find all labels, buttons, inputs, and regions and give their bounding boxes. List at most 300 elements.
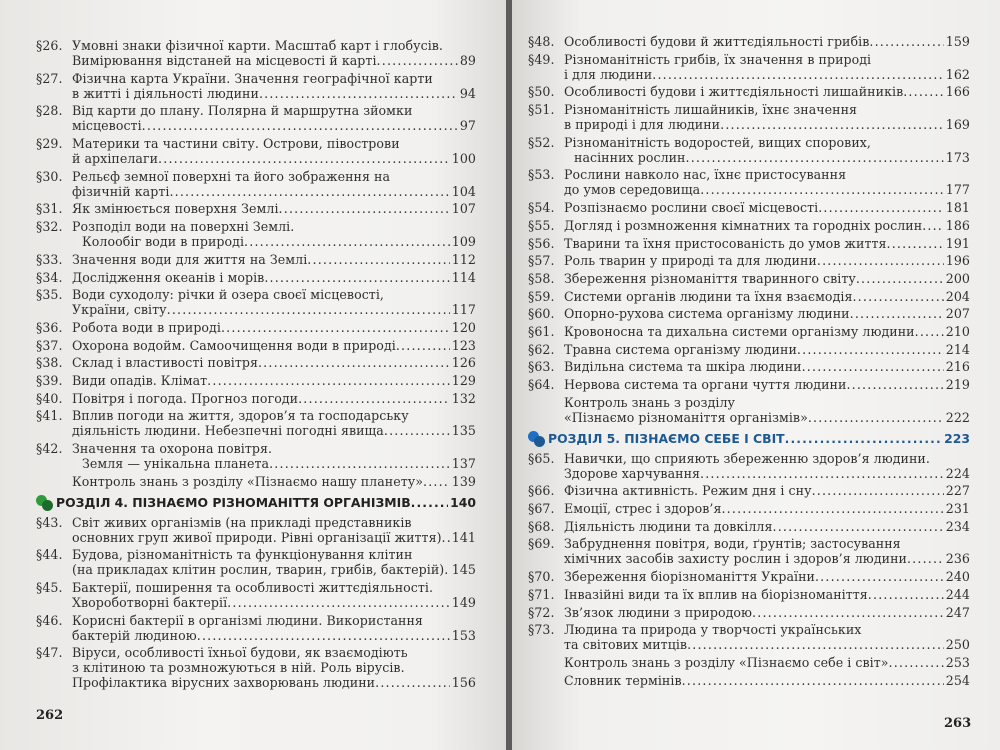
toc-entry: [528, 673, 970, 688]
dot-leader: [869, 34, 943, 49]
entry-body: [564, 218, 970, 233]
entry-body: [72, 355, 476, 370]
entry-page-number: 236: [945, 551, 970, 567]
entry-page-number: 204: [945, 288, 970, 304]
toc-entry: [528, 536, 970, 566]
entry-title-line: Види опадів. Клімат: [72, 372, 208, 388]
entry-page-number: 120: [451, 319, 476, 335]
entry-line: [564, 67, 970, 82]
paragraph-number: §45.: [36, 580, 63, 596]
toc-entry: [528, 587, 970, 602]
entry-body: [72, 287, 476, 317]
entry-title-line: Навички, що сприяють збереженню здоров’я людини.: [564, 450, 930, 466]
entry-body: [564, 342, 970, 357]
entry-body: [72, 645, 476, 690]
paragraph-number: §34.: [36, 269, 63, 285]
entry-title-line: основних груп живої природи. Рівні організації життя): [72, 529, 442, 545]
entry-line: [564, 605, 970, 620]
section-heading: [34, 495, 476, 511]
dot-leader: [207, 373, 450, 388]
toc-entry: [528, 34, 970, 49]
entry-page-number: 191: [945, 235, 970, 251]
entry-title-line: в природі і для людини: [564, 117, 721, 133]
entry-page-number: 141: [451, 529, 476, 545]
paragraph-number: §64.: [528, 377, 555, 392]
entry-title-line: Контроль знань з розділу «Пізнаємо нашу планету»: [72, 473, 423, 489]
entry-page-number: 123: [451, 337, 476, 353]
entry-title-line: Роль тварин у природі та для людини: [564, 253, 817, 269]
entry-title-line: Хвороботворні бактерії: [72, 595, 228, 611]
entry-line: [564, 536, 970, 551]
toc-entry: [528, 253, 970, 268]
paragraph-number: §31.: [36, 201, 63, 217]
entry-title-line: бактерій людиною: [72, 627, 197, 643]
entry-title-line: (на прикладах клітин рослин, тварин, грибів, бактерій): [72, 562, 445, 578]
entry-title-line: Профілактика вірусних захворювань людини: [72, 675, 376, 691]
dot-leader: [846, 377, 943, 392]
entry-title-line: Контроль знань з розділу: [564, 394, 735, 410]
entry-line: [72, 252, 476, 267]
entry-body: [72, 391, 476, 406]
entry-line: [72, 118, 476, 133]
toc-entry: [36, 338, 476, 353]
toc-entry: [36, 219, 476, 249]
entry-body: [72, 408, 476, 438]
entry-line: [72, 287, 476, 302]
entry-body: [72, 320, 476, 335]
entry-body: [72, 441, 476, 471]
entry-line: [564, 673, 970, 688]
entry-line: [564, 324, 970, 339]
entry-page-number: 234: [945, 518, 970, 534]
dot-leader: [197, 628, 450, 643]
section-marker-icon: [34, 495, 54, 511]
entry-page-number: 250: [945, 637, 970, 653]
entry-page-number: 247: [945, 604, 970, 620]
paragraph-number: §65.: [528, 450, 555, 466]
paragraph-number: §35.: [36, 287, 63, 303]
dot-leader: [375, 675, 450, 690]
entry-title-line: Нервова система та органи чуття людини: [564, 377, 847, 392]
entry-title-line: Діяльність людини та довкілля: [564, 518, 773, 534]
toc-entry: [528, 342, 970, 357]
entry-line: [72, 355, 476, 370]
entry-title-line: Кровоносна та дихальна системи організму людини: [564, 323, 915, 339]
entry-page-number: 210: [945, 323, 970, 339]
entry-title-line: «Пізнаємо різноманіття організмів»: [564, 409, 808, 425]
entry-line: [72, 547, 476, 562]
dot-leader: [442, 530, 450, 545]
paragraph-number: §39.: [36, 372, 63, 388]
entry-body: [564, 519, 970, 534]
entry-line: [564, 200, 970, 215]
entry-line: [564, 218, 970, 233]
paragraph-number: §56.: [528, 235, 555, 251]
dot-leader: [227, 595, 450, 610]
section-marker-icon: [526, 431, 546, 447]
entry-body: [564, 483, 970, 498]
paragraph-number: §52.: [528, 134, 555, 150]
entry-line: [72, 184, 476, 199]
entry-line: [72, 580, 476, 595]
entry-page-number: 139: [451, 473, 476, 489]
entry-title-line: Рельєф земної поверхні та його зображення на: [72, 168, 391, 184]
dot-leader: [244, 234, 450, 249]
entry-page-number: 100: [451, 151, 476, 167]
entry-title-line: Умовні знаки фізичної карти. Масштаб карт і глобусів.: [72, 38, 443, 53]
paragraph-number: §55.: [528, 217, 555, 233]
toc-entry: [528, 167, 970, 197]
entry-body: [564, 52, 970, 82]
entry-title-line: Емоції, стрес і здоров’я: [564, 501, 722, 517]
entry-title-line: Вимірювання відстаней на місцевості й карті: [72, 53, 377, 68]
entry-title-line: Світ живих організмів (на прикладі представників: [72, 514, 412, 530]
paragraph-number: §28.: [36, 103, 63, 119]
toc-entry: [36, 645, 476, 690]
entry-line: [564, 84, 970, 99]
entry-title-line: Особливості будови й життєдіяльності грибів: [564, 34, 870, 49]
entry-title-line: Охорона водойм. Самоочищення води в природі: [72, 337, 396, 353]
paragraph-number: §63.: [528, 359, 555, 375]
entry-body: [564, 271, 970, 286]
entry-title-line: Опорно-рухова система організму людини: [564, 306, 850, 322]
paragraph-number: §53.: [528, 167, 555, 183]
entry-title-line: Системи органів людини та їхня взаємодія: [564, 288, 853, 304]
entry-page-number: 145: [451, 562, 476, 578]
dot-leader: [259, 86, 458, 101]
entry-line: [564, 342, 970, 357]
entry-title-line: Інвазійні види та їх вплив на біорізноманіття: [564, 586, 868, 602]
entry-title-line: Повітря і погода. Прогноз погоди: [72, 390, 299, 406]
table-of-contents-left: [36, 38, 476, 693]
entry-page-number: 196: [945, 253, 970, 269]
entry-line: [564, 622, 970, 637]
paragraph-number: §29.: [36, 136, 63, 152]
entry-line: [564, 52, 970, 67]
dot-leader: [808, 410, 944, 425]
entry-line: [564, 306, 970, 321]
entry-body: [72, 580, 476, 610]
dot-leader: [785, 431, 942, 447]
entry-title-line: Материки та частини світу. Острови, півострови: [72, 136, 400, 152]
dot-leader: [167, 302, 450, 317]
toc-entry: [528, 483, 970, 498]
dot-leader: [907, 551, 944, 566]
entry-title-line: Розпізнаємо рослини своєї місцевості: [564, 200, 819, 216]
entry-page-number: 240: [945, 569, 970, 585]
entry-title-line: Рослини навколо нас, їхнє пристосування: [564, 167, 847, 183]
entry-page-number: 107: [451, 201, 476, 217]
paragraph-number: §43.: [36, 514, 63, 530]
dot-leader: [396, 338, 450, 353]
entry-line: [72, 270, 476, 285]
entry-line: [72, 456, 476, 471]
entry-body: [72, 613, 476, 643]
entry-title-line: Фізична карта України. Значення географічної карти: [72, 70, 433, 86]
entry-line: [72, 595, 476, 610]
section-page-number: 223: [944, 430, 970, 446]
entry-line: [564, 271, 970, 286]
entry-body: [564, 306, 970, 321]
entry-title-line: в житті і діяльності людини: [72, 85, 259, 101]
entry-title-line: Різноманітність лишайників, їхнє значення: [564, 102, 858, 118]
entry-title-line: Вплив погоди на життя, здоров’я та господарську: [72, 408, 409, 424]
entry-page-number: 129: [451, 372, 476, 388]
paragraph-number: §57.: [528, 253, 555, 269]
entry-line: [72, 645, 476, 660]
entry-title-line: Будова, різноманітність та функціонування клітин: [72, 547, 413, 563]
entry-title-line: діяльність людини. Небезпечні погодні явища: [72, 423, 384, 439]
entry-line: [564, 501, 970, 516]
toc-entry: [528, 306, 970, 321]
entry-line: [72, 136, 476, 151]
entry-title-line: Тварини та їхня пристосованість до умов життя: [564, 235, 887, 251]
entry-line: [564, 410, 970, 425]
dot-leader: [903, 84, 944, 99]
dot-leader: [802, 359, 944, 374]
toc-entry: [36, 515, 476, 545]
dot-leader: [772, 519, 943, 534]
toc-entry: [36, 391, 476, 406]
entry-body: [72, 71, 476, 101]
entry-line: [72, 219, 476, 234]
entry-line: [72, 338, 476, 353]
entry-body: [564, 167, 970, 197]
entry-page-number: 227: [945, 483, 970, 499]
entry-line: [564, 637, 970, 652]
dot-leader: [169, 184, 449, 199]
entry-title-line: фізичній карті: [72, 183, 170, 199]
toc-entry: [528, 135, 970, 165]
entry-title-line: Віруси, особливості їхньої будови, як взаємодіють: [72, 645, 408, 661]
entry-page-number: 97: [459, 118, 476, 134]
dot-leader: [887, 236, 944, 251]
entry-title-line: Склад і властивості повітря: [72, 355, 258, 371]
dot-leader: [652, 67, 944, 82]
entry-body: [564, 377, 970, 392]
paragraph-number: §70.: [528, 569, 555, 585]
entry-body: [564, 34, 970, 49]
toc-entry: [528, 200, 970, 215]
entry-body: [564, 324, 970, 339]
toc-entry: [528, 605, 970, 620]
entry-body: [564, 673, 970, 688]
entry-line: [564, 655, 970, 670]
entry-page-number: 166: [945, 84, 970, 100]
toc-entry: [36, 355, 476, 370]
entry-page-number: 89: [459, 53, 476, 68]
entry-line: [564, 359, 970, 374]
entry-title-line: Здорове харчування: [564, 465, 701, 481]
entry-line: [564, 135, 970, 150]
toc-entry: [528, 519, 970, 534]
entry-title-line: Догляд і розмноження кімнатних та городніх рослин: [564, 217, 923, 233]
paragraph-number: §72.: [528, 604, 555, 620]
entry-body: [72, 547, 476, 577]
entry-page-number: 114: [451, 269, 476, 285]
entry-line: [72, 53, 476, 68]
entry-title-line: Значення та охорона повітря.: [72, 441, 273, 456]
entry-body: [564, 253, 970, 268]
entry-page-number: 207: [945, 306, 970, 322]
entry-body: [564, 236, 970, 251]
entry-page-number: 112: [451, 251, 476, 267]
toc-entry: [528, 569, 970, 584]
entry-page-number: 132: [451, 390, 476, 406]
entry-page-number: 156: [451, 675, 476, 691]
entry-line: [72, 373, 476, 388]
entry-page-number: 219: [945, 377, 970, 392]
paragraph-number: §33.: [36, 251, 63, 267]
entry-body: [72, 219, 476, 249]
entry-body: [564, 536, 970, 566]
entry-title-line: хімічних засобів захисту рослин і здоров’я людини: [564, 551, 907, 567]
entry-page-number: 222: [945, 409, 970, 425]
toc-entry: [36, 580, 476, 610]
entry-line: [72, 628, 476, 643]
dot-leader: [687, 637, 944, 652]
entry-line: [72, 408, 476, 423]
dot-leader: [889, 655, 944, 670]
entry-page-number: 169: [945, 117, 970, 133]
entry-title-line: Розподіл води на поверхні Землі.: [72, 219, 295, 235]
entry-title-line: Словник термінів: [564, 672, 682, 688]
entry-body: [72, 252, 476, 267]
entry-title-line: Травна система організму людини: [564, 341, 797, 357]
toc-entry: [528, 52, 970, 82]
toc-entry: [36, 270, 476, 285]
entry-page-number: 117: [451, 302, 476, 318]
paragraph-number: §26.: [36, 38, 63, 53]
paragraph-number: §60.: [528, 306, 555, 322]
toc-entry: [528, 377, 970, 392]
dot-leader: [850, 306, 944, 321]
page-number-left: 262: [36, 708, 64, 723]
entry-page-number: 177: [945, 182, 970, 198]
dot-leader: [142, 118, 458, 133]
toc-entry: [528, 395, 970, 425]
entry-line: [564, 34, 970, 49]
entry-line: [564, 236, 970, 251]
entry-line: [72, 660, 476, 675]
entry-line: [72, 474, 476, 489]
toc-entry: [36, 252, 476, 267]
entry-title-line: насінних рослин: [574, 149, 686, 165]
entry-title-line: Колообіг води в природі: [82, 234, 245, 250]
entry-page-number: 254: [945, 672, 970, 688]
entry-line: [564, 182, 970, 197]
dot-leader: [377, 53, 458, 68]
dot-leader: [221, 320, 450, 335]
toc-entry: [36, 71, 476, 101]
dot-leader: [264, 270, 449, 285]
paragraph-number: §68.: [528, 518, 555, 534]
entry-line: [72, 562, 476, 577]
page-number-right: 263: [944, 716, 972, 731]
entry-page-number: 253: [945, 654, 970, 670]
entry-line: [72, 391, 476, 406]
paragraph-number: §66.: [528, 483, 555, 499]
entry-title-line: Збереження біорізноманіття України: [564, 569, 815, 585]
toc-entry: [36, 287, 476, 317]
toc-entry: [36, 320, 476, 335]
paragraph-number: §36.: [36, 319, 63, 335]
entry-body: [564, 289, 970, 304]
entry-page-number: 135: [451, 423, 476, 439]
entry-line: [72, 423, 476, 438]
entry-body: [72, 201, 476, 216]
section-heading: [526, 431, 970, 447]
toc-entry: [528, 289, 970, 304]
entry-line: [564, 483, 970, 498]
dot-leader: [258, 355, 450, 370]
entry-title-line: Як змінюється поверхня Землі: [72, 201, 279, 217]
paragraph-number: §27.: [36, 70, 63, 86]
entry-title-line: Особливості будови і життєдіяльності лишайників: [564, 84, 904, 100]
toc-entry: [36, 169, 476, 199]
entry-title-line: та світових митців: [564, 637, 688, 653]
paragraph-number: §46.: [36, 612, 63, 628]
paragraph-number: §32.: [36, 219, 63, 235]
paragraph-number: §59.: [528, 288, 555, 304]
entry-line: [564, 117, 970, 132]
dot-leader: [384, 423, 450, 438]
entry-body: [72, 338, 476, 353]
entry-line: [564, 551, 970, 566]
dot-leader: [752, 605, 944, 620]
toc-entry: [36, 38, 476, 68]
entry-body: [564, 501, 970, 516]
entry-line: [72, 530, 476, 545]
entry-page-number: 214: [945, 341, 970, 357]
entry-line: [72, 613, 476, 628]
entry-title-line: Від карти до плану. Полярна й маршрутна зйомки: [72, 103, 413, 119]
entry-title-line: Значення води для життя на Землі: [72, 251, 308, 267]
entry-page-number: 104: [451, 183, 476, 199]
dot-leader: [700, 182, 944, 197]
toc-entry: [528, 84, 970, 99]
entry-page-number: 181: [945, 200, 970, 216]
entry-title-line: Збереження різноманіття тваринного світу: [564, 270, 856, 286]
toc-entry: [528, 271, 970, 286]
toc-entry: [36, 373, 476, 388]
paragraph-number: §67.: [528, 501, 555, 517]
entry-body: [564, 135, 970, 165]
paragraph-number: §50.: [528, 84, 555, 100]
dot-leader: [269, 456, 450, 471]
toc-entry: [36, 441, 476, 471]
paragraph-number: §58.: [528, 270, 555, 286]
entry-page-number: 186: [945, 217, 970, 233]
dot-leader: [158, 151, 450, 166]
entry-page-number: 244: [945, 586, 970, 602]
entry-body: [72, 169, 476, 199]
toc-entry: [528, 501, 970, 516]
entry-line: [72, 515, 476, 530]
dot-leader: [922, 218, 944, 233]
entry-page-number: 162: [945, 66, 970, 82]
entry-page-number: 137: [451, 456, 476, 471]
dot-leader: [411, 495, 448, 511]
dot-leader: [812, 483, 944, 498]
entry-title-line: України, світу: [72, 302, 167, 318]
toc-entry: [528, 359, 970, 374]
toc-entry: [36, 474, 476, 489]
entry-line: [564, 377, 970, 392]
entry-body: [72, 270, 476, 285]
toc-entry: [36, 408, 476, 438]
dot-leader: [868, 587, 944, 602]
